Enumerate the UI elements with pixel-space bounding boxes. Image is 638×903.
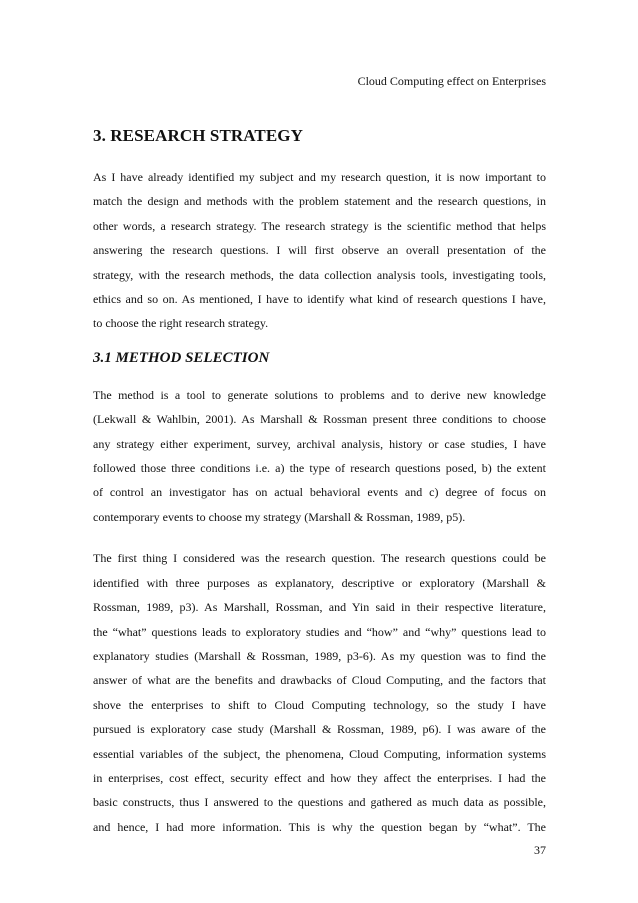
text-line: match the design and methods with the problem statement and the research questions, in [93,194,546,209]
text-line: in enterprises, cost effect, security effect and how they affect the enterprises. I had the [93,770,546,785]
text-line: (Lekwall & Wahlbin, 2001). As Marshall & Rossman present three conditions to choose [93,412,546,427]
text-line: other words, a research strategy. The research strategy is the scientific method that helps [93,218,546,233]
text-line: answer of what are the benefits and drawbacks of Cloud Computing, and the factors that [93,673,546,688]
text-line: and hence, I had more information. This is why the question began by “what”. The [93,819,546,834]
text-line: The method is a tool to generate solutions to problems and to derive new knowledge [93,387,546,402]
text-line: Rossman, 1989, p3). As Marshall, Rossman, and Yin said in their respective literature, [93,600,546,615]
chapter-intro-paragraph [93,165,546,336]
chapter-heading: 3. RESEARCH STRATEGY [93,126,303,145]
text-line: identified with three purposes as explanatory, descriptive or exploratory (Marshall & [93,575,546,590]
method-paragraph-2 [93,546,546,839]
text-line: any strategy either experiment, survey, archival analysis, history or case studies, I have [93,436,546,451]
page-body [93,126,546,839]
text-line: pursued is exploratory case study (Marshall & Rossman, 1989, p6). I was aware of the [93,722,546,737]
text-line: contemporary events to choose my strategy (Marshall & Rossman, 1989, p5). [93,509,466,524]
method-paragraph-1 [93,383,546,529]
text-line: basic constructs, thus I answered to the questions and gathered as much data as possible, [93,795,546,810]
text-line: answering the research questions. I will first observe an overall presentation of the [93,243,546,258]
page-number: 37 [534,843,546,857]
text-line: As I have already identified my subject and my research question, it is now important to [93,170,546,184]
text-line: to choose the right research strategy. [93,316,269,331]
text-line: of control an investigator has on actual behavioral events and c) degree of focus on [93,485,546,500]
text-line: ethics and so on. As mentioned, I have to identify what kind of research questions I have, [93,292,546,307]
text-line: essential variables of the subject, the phenomena, Cloud Computing, information systems [93,746,546,761]
text-line: followed those three conditions i.e. a) the type of research questions posed, b) the extent [93,461,546,476]
text-line: strategy, with the research methods, the data collection analysis tools, investigating tools, [93,267,546,282]
running-header: Cloud Computing effect on Enterprises [357,74,546,88]
text-line: explanatory studies (Marshall & Rossman, 1989, p3-6). As my question was to find the [93,648,546,663]
section-heading: 3.1 METHOD SELECTION [93,349,270,366]
text-line: The first thing I considered was the research question. The research questions could be [93,551,546,566]
text-line: the “what” questions leads to exploratory studies and “how” and “why” questions lead to [93,624,546,639]
text-line: shove the enterprises to shift to Cloud Computing technology, so the study I have [93,697,546,712]
